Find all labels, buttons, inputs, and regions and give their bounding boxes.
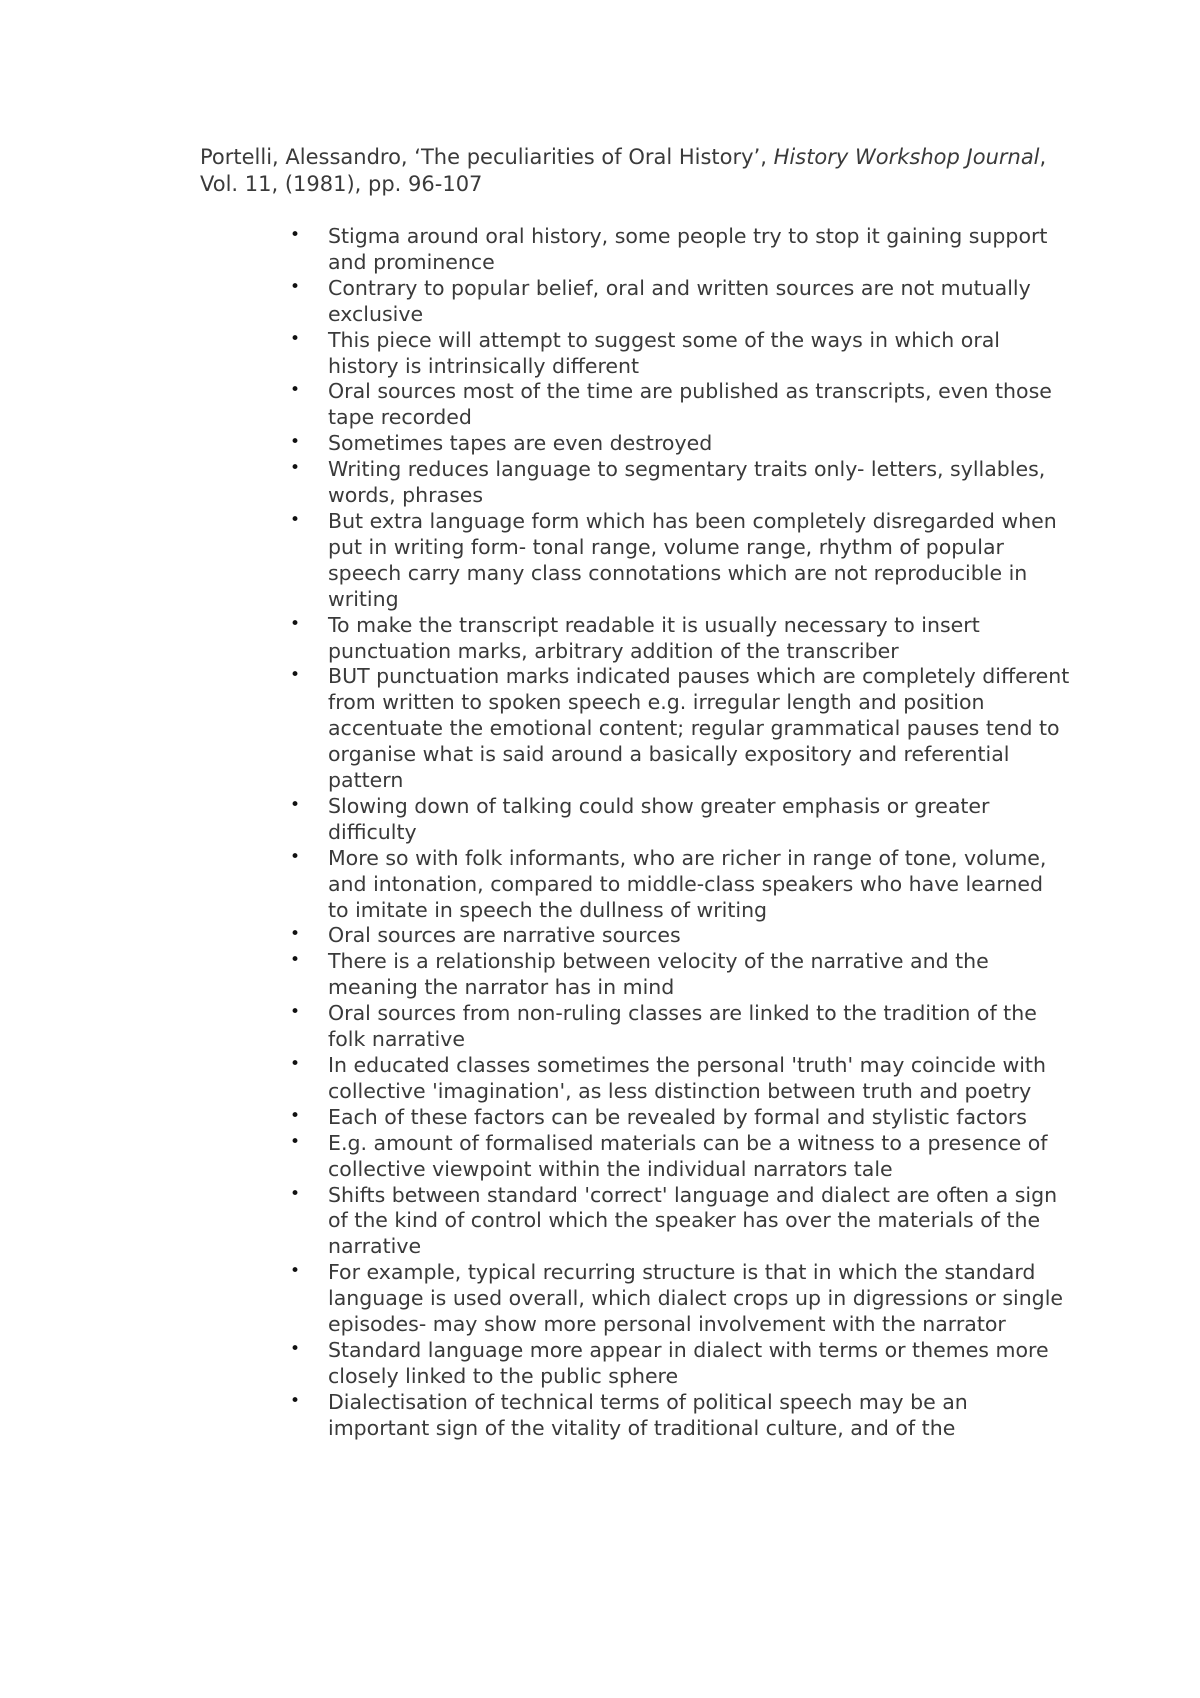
- list-item: [290, 1390, 1070, 1442]
- citation-details: , Vol. 11, (1981), pp. 96-107: [200, 145, 1047, 196]
- note-text: Stigma around oral history, some people try to stop it gaining support and prominence: [328, 224, 1048, 274]
- bullet-icon: •: [290, 380, 301, 401]
- note-text: Shifts between standard 'correct' language and dialect are often a sign of the kind of control which the speaker has over the materials of the narrative: [328, 1182, 1058, 1259]
- list-item: [290, 949, 1070, 1001]
- note-text: More so with folk informants, who are richer in range of tone, volume, and intonation, compared to middle-class speakers who have learned to imitate in speech the dullness of writing: [328, 845, 1047, 922]
- list-item: [290, 509, 1070, 613]
- citation-heading: [200, 144, 1080, 198]
- list-item: [290, 1131, 1070, 1183]
- bullet-icon: •: [290, 225, 301, 245]
- bullet-icon: •: [290, 276, 301, 297]
- list-item: [290, 613, 1070, 665]
- bullet-icon: •: [290, 794, 301, 815]
- list-item: [290, 923, 1070, 949]
- note-text: Dialectisation of technical terms of political speech may be an important sign of the vitality of traditional culture, and of the: [328, 1389, 968, 1440]
- bullet-icon: •: [290, 1183, 301, 1204]
- bullet-icon: •: [290, 1105, 301, 1126]
- bullet-icon: •: [290, 1131, 301, 1152]
- list-item: [290, 1053, 1070, 1105]
- list-item: [290, 224, 1070, 276]
- note-text: Standard language more appear in dialect with terms or themes more closely linked to the public sphere: [328, 1337, 1049, 1388]
- note-text: Oral sources are narrative sources: [328, 923, 681, 948]
- bullet-icon: •: [290, 1261, 301, 1282]
- note-text: To make the transcript readable it is usually necessary to insert punctuation marks, arbitrary addition of the transcriber: [328, 612, 980, 663]
- bullet-icon: •: [290, 924, 301, 945]
- note-text: BUT punctuation marks indicated pauses which are completely different from written to spoken speech e.g. irregular length and position accentuate the emotional content; regular grammatical pauses tend to organise what is said around a basically expository and referential pattern: [328, 664, 1070, 793]
- citation-journal: History Workshop Journal: [773, 145, 1040, 169]
- list-item: [290, 276, 1070, 328]
- note-text: Writing reduces language to segmentary traits only- letters, syllables, words, phrases: [328, 457, 1046, 508]
- list-item: [290, 794, 1070, 846]
- list-item: [290, 664, 1070, 794]
- list-item: [290, 1001, 1070, 1053]
- bullet-icon: •: [290, 328, 301, 349]
- note-text: This piece will attempt to suggest some of the ways in which oral history is intrinsically different: [328, 327, 1001, 378]
- bullet-icon: •: [290, 509, 301, 530]
- note-text: Slowing down of talking could show greater emphasis or greater difficulty: [328, 793, 990, 844]
- note-text: Sometimes tapes are even destroyed: [328, 431, 713, 456]
- list-item: [290, 1105, 1070, 1131]
- note-text: In educated classes sometimes the personal 'truth' may coincide with collective 'imagination', as less distinction between truth and poetry: [328, 1053, 1046, 1103]
- note-text: Contrary to popular belief, oral and written sources are not mutually exclusive: [328, 275, 1031, 326]
- bullet-icon: •: [290, 1002, 301, 1023]
- list-item: [290, 379, 1070, 431]
- list-item: [290, 1260, 1070, 1338]
- list-item: [290, 457, 1070, 509]
- list-item: [290, 1338, 1070, 1390]
- citation-author-title: Portelli, Alessandro, ‘The peculiarities of Oral History’,: [200, 145, 767, 169]
- note-text: Each of these factors can be revealed by formal and stylistic factors: [328, 1104, 1027, 1129]
- bullet-icon: •: [290, 1390, 301, 1411]
- bullet-icon: •: [290, 1054, 301, 1074]
- bullet-icon: •: [290, 665, 301, 686]
- note-text: There is a relationship between velocity of the narrative and the meaning the narrator has in mind: [328, 949, 989, 1000]
- note-text: E.g. amount of formalised materials can be a witness to a presence of collective viewpoint within the individual narrators tale: [328, 1130, 1048, 1181]
- notes-bullet-list: [290, 224, 1070, 1442]
- bullet-icon: •: [290, 458, 301, 479]
- note-text: For example, typical recurring structure is that in which the standard language is used overall, which dialect crops up in digressions or single episodes- may show more personal involvement with the narrator: [328, 1260, 1064, 1337]
- bullet-icon: •: [290, 950, 301, 971]
- list-item: [290, 846, 1070, 924]
- note-text: Oral sources from non-ruling classes are linked to the tradition of the folk narrative: [328, 1001, 1037, 1052]
- note-text: Oral sources most of the time are published as transcripts, even those tape recorded: [328, 379, 1052, 430]
- bullet-icon: •: [290, 1338, 301, 1359]
- list-item: [290, 328, 1070, 380]
- note-text: But extra language form which has been completely disregarded when put in writing form- tonal range, volume range, rhythm of popular speech carry many class connotations which are not reproducible in writing: [328, 508, 1057, 611]
- list-item: [290, 431, 1070, 457]
- bullet-icon: •: [290, 846, 301, 867]
- bullet-icon: •: [290, 432, 301, 453]
- list-item: [290, 1183, 1070, 1261]
- bullet-icon: •: [290, 613, 301, 634]
